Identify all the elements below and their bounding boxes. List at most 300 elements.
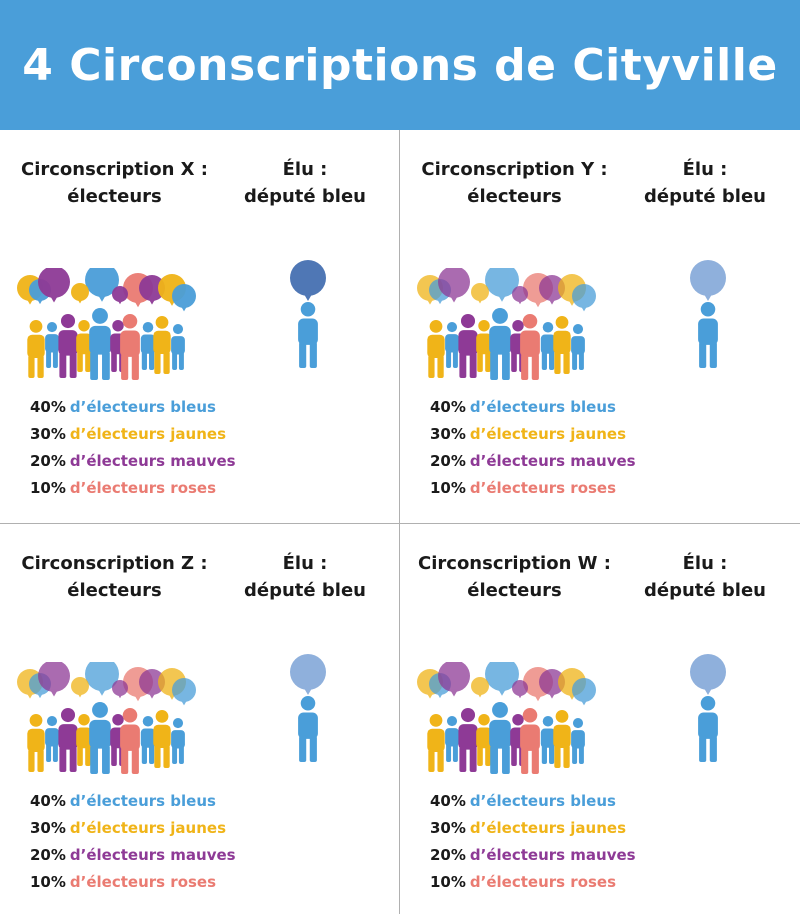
person-head: [61, 314, 75, 328]
speech-bubble-tail: [304, 293, 313, 301]
person-leg: [428, 749, 434, 772]
stat-row-rose: [430, 869, 636, 896]
speech-bubble-icon: [471, 283, 489, 304]
person-head: [30, 714, 43, 727]
district-subtitle-line: électeurs: [67, 186, 162, 207]
person-body: [541, 729, 555, 748]
person-icon: [141, 716, 155, 764]
person-head: [447, 322, 457, 332]
district-subtitle-line: électeurs: [467, 580, 562, 601]
person-leg: [542, 745, 547, 764]
district-title: [412, 550, 617, 604]
person-leg: [453, 744, 458, 762]
person-icon: [171, 718, 185, 764]
person-body: [141, 729, 155, 748]
speech-bubble-icon: [290, 654, 326, 695]
person-icon: [553, 710, 570, 768]
person-icon: [298, 696, 318, 762]
person-body: [58, 330, 77, 356]
stat-percent: 20%: [430, 452, 466, 470]
person-leg: [572, 352, 577, 370]
person-icon: [27, 714, 44, 772]
person-icon: [153, 710, 170, 768]
person-icon: [698, 696, 718, 762]
person-leg: [149, 351, 154, 370]
stat-label: d’électeurs roses: [469, 479, 617, 497]
person-head: [461, 314, 475, 328]
person-leg: [572, 746, 577, 764]
person-head: [78, 714, 89, 725]
voter-stats: [30, 788, 236, 896]
person-body: [541, 335, 555, 354]
district-subtitle-line: électeurs: [467, 186, 562, 207]
stat-percent: 10%: [430, 873, 466, 891]
person-leg: [521, 354, 528, 380]
person-leg: [132, 748, 139, 774]
speech-bubble-circle: [112, 680, 128, 696]
person-icon: [141, 322, 155, 370]
speech-bubble-tail: [498, 688, 507, 695]
person-leg: [154, 351, 160, 374]
elected-value: député bleu: [644, 186, 766, 207]
person-leg: [490, 746, 498, 774]
blue-representative-icon: [280, 258, 336, 370]
person-leg: [154, 745, 160, 768]
person-head: [543, 716, 554, 727]
person-body: [520, 725, 540, 751]
person-body: [489, 326, 511, 355]
speech-bubble-tail: [50, 690, 58, 697]
person-head: [78, 320, 89, 331]
stat-percent: 40%: [430, 792, 466, 810]
person-leg: [111, 745, 117, 766]
person-head: [512, 714, 523, 725]
speech-bubble-tail: [27, 299, 34, 305]
person-icon: [458, 708, 477, 772]
speech-bubble-icon: [572, 284, 596, 311]
stat-row-yellow: [430, 421, 636, 448]
person-head: [492, 308, 508, 324]
speech-bubble-tail: [98, 688, 107, 695]
elected-heading: [235, 550, 375, 604]
stat-label: d’électeurs jaunes: [69, 819, 227, 837]
speech-bubble-tail: [134, 301, 142, 307]
person-icon: [58, 708, 77, 772]
stat-label: d’électeurs bleus: [469, 398, 616, 416]
person-body: [89, 326, 111, 355]
stat-percent: 40%: [30, 398, 66, 416]
person-leg: [46, 350, 51, 368]
person-head: [92, 308, 108, 324]
person-head: [430, 320, 443, 333]
person-body: [427, 729, 444, 752]
person-leg: [90, 352, 98, 380]
person-leg: [428, 355, 434, 378]
speech-bubble-circle: [572, 284, 596, 308]
person-icon: [89, 702, 111, 774]
person-leg: [446, 350, 451, 368]
stat-label: d’électeurs bleus: [69, 398, 216, 416]
person-head: [173, 324, 183, 334]
person-head: [47, 716, 57, 726]
speech-bubble-tail: [149, 693, 156, 699]
crowd-icon: [412, 268, 602, 380]
person-leg: [563, 351, 569, 374]
stat-percent: 10%: [30, 873, 66, 891]
district-title-line: Circonscription W :: [418, 553, 611, 574]
person-body: [698, 319, 718, 345]
person-leg: [579, 352, 584, 370]
crowd-icon: [12, 268, 202, 380]
person-leg: [163, 745, 169, 768]
person-leg: [453, 350, 458, 368]
person-leg: [85, 351, 91, 372]
person-body: [153, 725, 170, 748]
stat-row-mauve: [30, 842, 236, 869]
person-body: [153, 331, 170, 354]
stat-label: d’électeurs mauves: [69, 452, 236, 470]
stat-label: d’électeurs jaunes: [69, 425, 227, 443]
person-head: [556, 710, 569, 723]
voter-stats: [30, 394, 236, 502]
speech-bubble-icon: [71, 283, 89, 304]
person-leg: [142, 745, 147, 764]
person-icon: [541, 322, 555, 370]
speech-bubble-tail: [134, 695, 142, 701]
elected-value: député bleu: [244, 186, 366, 207]
person-icon: [445, 322, 459, 368]
person-leg: [70, 353, 77, 378]
person-leg: [477, 745, 483, 766]
person-leg: [549, 745, 554, 764]
stat-percent: 30%: [430, 425, 466, 443]
person-leg: [521, 748, 528, 774]
elected-label: Élu :: [682, 553, 728, 574]
person-leg: [532, 354, 539, 380]
stat-percent: 10%: [430, 479, 466, 497]
speech-bubble-tail: [478, 694, 483, 698]
person-icon: [58, 314, 77, 378]
speech-bubble-icon: [512, 286, 528, 304]
stat-label: d’électeurs mauves: [469, 846, 636, 864]
speech-bubble-icon: [112, 680, 128, 698]
blue-representative-icon: [280, 652, 336, 764]
person-leg: [437, 749, 443, 772]
speech-bubble-tail: [118, 695, 122, 698]
person-body: [141, 335, 155, 354]
elected-label: Élu :: [282, 553, 328, 574]
speech-bubble-circle: [290, 260, 326, 296]
person-leg: [310, 342, 317, 368]
person-head: [523, 708, 538, 723]
speech-bubble-tail: [37, 693, 43, 698]
stat-row-mauve: [30, 448, 236, 475]
district-panel-z: [0, 524, 400, 914]
person-head: [156, 710, 169, 723]
speech-bubble-icon: [690, 654, 726, 695]
speech-bubble-icon: [172, 284, 196, 311]
person-icon: [153, 316, 170, 374]
person-head: [92, 702, 108, 718]
speech-bubble-icon: [572, 678, 596, 705]
blue-representative-icon: [680, 258, 736, 370]
voter-stats: [430, 788, 636, 896]
person-icon: [698, 302, 718, 368]
speech-bubble-tail: [37, 299, 43, 304]
person-leg: [179, 352, 184, 370]
person-leg: [502, 352, 510, 380]
district-title: [12, 550, 217, 604]
person-leg: [490, 352, 498, 380]
speech-bubble-tail: [181, 306, 187, 311]
speech-bubble-circle: [471, 283, 489, 301]
stat-row-yellow: [430, 815, 636, 842]
person-leg: [511, 745, 517, 766]
speech-bubble-icon: [172, 678, 196, 705]
stat-row-rose: [30, 475, 236, 502]
person-leg: [459, 353, 466, 378]
stat-label: d’électeurs mauves: [469, 452, 636, 470]
district-panel-w: [400, 524, 800, 914]
person-leg: [172, 352, 177, 370]
stat-label: d’électeurs roses: [469, 873, 617, 891]
person-leg: [699, 736, 706, 762]
person-body: [458, 724, 477, 750]
speech-bubble-tail: [581, 700, 587, 705]
district-title-line: Circonscription X :: [21, 159, 208, 180]
person-head: [573, 324, 583, 334]
speech-bubble-circle: [172, 284, 196, 308]
person-icon: [571, 718, 585, 764]
stat-row-mauve: [430, 448, 636, 475]
person-leg: [142, 351, 147, 370]
stat-label: d’électeurs roses: [69, 873, 217, 891]
stat-percent: 30%: [30, 819, 66, 837]
person-leg: [699, 342, 706, 368]
person-body: [520, 331, 540, 357]
speech-bubble-tail: [427, 299, 434, 305]
district-title: [412, 156, 617, 210]
person-leg: [28, 749, 34, 772]
person-body: [89, 720, 111, 749]
elected-heading: [635, 156, 775, 210]
person-leg: [532, 748, 539, 774]
person-leg: [172, 746, 177, 764]
speech-bubble-tail: [437, 299, 443, 304]
speech-bubble-tail: [50, 296, 58, 303]
person-leg: [470, 353, 477, 378]
person-body: [120, 725, 140, 751]
speech-bubble-circle: [172, 678, 196, 702]
person-head: [123, 314, 138, 329]
person-leg: [77, 745, 83, 766]
person-body: [120, 331, 140, 357]
stat-percent: 30%: [30, 425, 66, 443]
stat-percent: 40%: [30, 792, 66, 810]
speech-bubble-icon: [471, 677, 489, 698]
person-head: [47, 322, 57, 332]
elected-heading: [635, 550, 775, 604]
stat-percent: 10%: [30, 479, 66, 497]
person-leg: [163, 351, 169, 374]
person-leg: [102, 352, 110, 380]
speech-bubble-tail: [498, 294, 507, 301]
person-body: [553, 331, 570, 354]
person-icon: [427, 320, 444, 378]
person-leg: [37, 749, 43, 772]
speech-bubble-tail: [427, 693, 434, 699]
person-leg: [102, 746, 110, 774]
stat-label: d’électeurs jaunes: [469, 425, 627, 443]
person-icon: [553, 316, 570, 374]
speech-bubble-tail: [518, 695, 522, 698]
stat-row-yellow: [30, 815, 236, 842]
speech-bubble-circle: [690, 654, 726, 690]
speech-bubble-tail: [450, 690, 458, 697]
stat-row-yellow: [30, 421, 236, 448]
person-leg: [710, 736, 717, 762]
person-leg: [437, 355, 443, 378]
stat-row-blue: [30, 394, 236, 421]
person-icon: [27, 320, 44, 378]
person-icon: [89, 308, 111, 380]
person-icon: [489, 702, 511, 774]
district-title: [12, 156, 217, 210]
person-head: [123, 708, 138, 723]
person-body: [553, 725, 570, 748]
speech-bubble-circle: [71, 677, 89, 695]
person-leg: [549, 351, 554, 370]
speech-bubble-tail: [534, 301, 542, 307]
stat-percent: 20%: [30, 452, 66, 470]
person-leg: [121, 354, 128, 380]
speech-bubble-icon: [290, 260, 326, 301]
person-leg: [46, 744, 51, 762]
person-head: [512, 320, 523, 331]
speech-bubble-circle: [471, 677, 489, 695]
person-head: [301, 696, 316, 711]
person-head: [543, 322, 554, 333]
speech-bubble-circle: [112, 286, 128, 302]
page-title: 4 Circonscriptions de Cityville: [22, 39, 778, 91]
speech-bubble-tail: [518, 301, 522, 304]
district-title-line: Circonscription Z :: [21, 553, 208, 574]
speech-bubble-tail: [304, 687, 313, 695]
stat-percent: 30%: [430, 819, 466, 837]
stat-label: d’électeurs bleus: [469, 792, 616, 810]
speech-bubble-tail: [450, 296, 458, 303]
person-leg: [132, 354, 139, 380]
person-leg: [70, 747, 77, 772]
person-icon: [45, 322, 59, 368]
speech-bubble-tail: [549, 299, 556, 305]
speech-bubble-tail: [98, 294, 107, 301]
speech-bubble-circle: [690, 260, 726, 296]
speech-bubble-tail: [549, 693, 556, 699]
elected-value: député bleu: [644, 580, 766, 601]
person-head: [478, 714, 489, 725]
person-leg: [299, 736, 306, 762]
speech-bubble-circle: [512, 680, 528, 696]
person-head: [492, 702, 508, 718]
speech-bubble-tail: [118, 301, 122, 304]
person-body: [489, 720, 511, 749]
header-banner: [0, 0, 800, 130]
speech-bubble-circle: [290, 654, 326, 690]
person-icon: [541, 716, 555, 764]
speech-bubble-icon: [690, 260, 726, 301]
person-head: [112, 320, 123, 331]
person-leg: [149, 745, 154, 764]
crowd-icon: [12, 662, 202, 774]
speech-bubble-icon: [512, 680, 528, 698]
person-leg: [477, 351, 483, 372]
stat-percent: 20%: [430, 846, 466, 864]
person-leg: [485, 351, 491, 372]
person-leg: [511, 351, 517, 372]
speech-bubble-tail: [181, 700, 187, 705]
speech-bubble-tail: [704, 687, 713, 695]
stat-row-blue: [430, 394, 636, 421]
speech-bubble-icon: [112, 286, 128, 304]
speech-bubble-tail: [437, 693, 443, 698]
speech-bubble-circle: [512, 286, 528, 302]
person-head: [556, 316, 569, 329]
person-head: [447, 716, 457, 726]
speech-bubble-tail: [27, 693, 34, 699]
person-body: [698, 713, 718, 739]
person-body: [298, 319, 318, 345]
speech-bubble-tail: [149, 299, 156, 305]
stat-row-blue: [30, 788, 236, 815]
stat-percent: 20%: [30, 846, 66, 864]
person-leg: [59, 353, 66, 378]
person-leg: [90, 746, 98, 774]
stat-row-rose: [430, 475, 636, 502]
stat-label: d’électeurs bleus: [69, 792, 216, 810]
person-body: [298, 713, 318, 739]
person-head: [61, 708, 75, 722]
stat-row-mauve: [430, 842, 636, 869]
person-icon: [171, 324, 185, 370]
person-leg: [111, 351, 117, 372]
person-leg: [579, 746, 584, 764]
crowd-icon: [412, 662, 602, 774]
person-leg: [85, 745, 91, 766]
elected-heading: [235, 156, 375, 210]
person-leg: [459, 747, 466, 772]
person-leg: [542, 351, 547, 370]
person-leg: [470, 747, 477, 772]
district-subtitle-line: électeurs: [67, 580, 162, 601]
person-leg: [53, 350, 58, 368]
speech-bubble-tail: [478, 300, 483, 304]
person-leg: [28, 355, 34, 378]
person-icon: [427, 714, 444, 772]
blue-representative-icon: [680, 652, 736, 764]
person-leg: [485, 745, 491, 766]
person-icon: [571, 324, 585, 370]
person-head: [143, 322, 154, 333]
stat-label: d’électeurs jaunes: [469, 819, 627, 837]
speech-bubble-circle: [71, 283, 89, 301]
person-leg: [77, 351, 83, 372]
person-head: [573, 718, 583, 728]
person-leg: [37, 355, 43, 378]
speech-bubble-tail: [78, 694, 83, 698]
person-head: [156, 316, 169, 329]
person-leg: [299, 342, 306, 368]
